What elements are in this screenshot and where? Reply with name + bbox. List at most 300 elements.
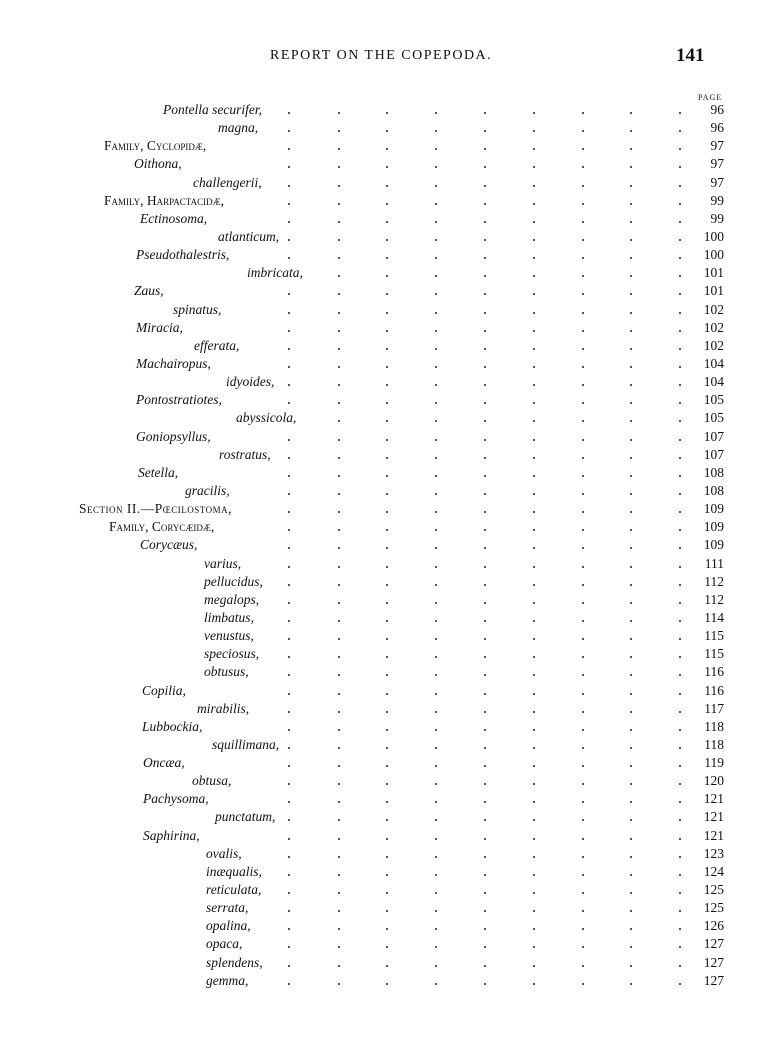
leader-dot	[630, 620, 632, 622]
leader-dot	[288, 566, 290, 568]
leader-dot	[435, 801, 437, 803]
leader-dot	[679, 330, 681, 332]
leader-dot	[288, 185, 290, 187]
leader-dot	[386, 293, 388, 295]
toc-entry	[0, 899, 776, 917]
leader-dots	[0, 446, 776, 464]
leader-dot	[435, 819, 437, 821]
toc-entry-page: 127	[703, 954, 724, 970]
leader-dot	[582, 293, 584, 295]
leader-dot	[484, 148, 486, 150]
leader-dots	[0, 301, 776, 319]
leader-dot	[533, 402, 535, 404]
leader-dot	[533, 529, 535, 531]
leader-dots	[0, 228, 776, 246]
toc-entry	[0, 682, 776, 700]
leader-dot	[484, 983, 486, 985]
leader-dot	[435, 892, 437, 894]
leader-dot	[679, 566, 681, 568]
leader-dot	[630, 112, 632, 114]
leader-dot	[435, 257, 437, 259]
leader-dot	[582, 547, 584, 549]
leader-dot	[338, 402, 340, 404]
leader-dot	[630, 801, 632, 803]
toc-entry-page: 112	[704, 573, 724, 589]
leader-dots	[0, 355, 776, 373]
leader-dot	[484, 946, 486, 948]
leader-dot	[484, 928, 486, 930]
leader-dot	[386, 656, 388, 658]
leader-dot	[533, 729, 535, 731]
leader-dot	[435, 838, 437, 840]
leader-dot	[288, 529, 290, 531]
leader-dot	[386, 185, 388, 187]
leader-dots	[0, 609, 776, 627]
leader-dot	[435, 130, 437, 132]
leader-dot	[386, 457, 388, 459]
leader-dot	[288, 203, 290, 205]
leader-dot	[582, 910, 584, 912]
leader-dot	[679, 166, 681, 168]
toc-entry	[0, 754, 776, 772]
leader-dot	[338, 475, 340, 477]
leader-dot	[679, 257, 681, 259]
leader-dot	[582, 203, 584, 205]
leader-dots	[0, 101, 776, 119]
leader-dot	[435, 711, 437, 713]
leader-dot	[288, 656, 290, 658]
leader-dot	[679, 529, 681, 531]
leader-dot	[288, 928, 290, 930]
leader-dots	[0, 591, 776, 609]
leader-dots	[0, 682, 776, 700]
leader-dot	[582, 656, 584, 658]
toc-entry	[0, 228, 776, 246]
leader-dot	[582, 239, 584, 241]
leader-dot	[679, 801, 681, 803]
leader-dot	[338, 112, 340, 114]
leader-dot	[484, 439, 486, 441]
leader-dot	[435, 366, 437, 368]
leader-dots	[0, 627, 776, 645]
leader-dot	[679, 856, 681, 858]
leader-dot	[484, 856, 486, 858]
leader-dot	[484, 910, 486, 912]
toc-entry	[0, 518, 776, 536]
leader-dot	[679, 946, 681, 948]
toc-entry-page: 115	[704, 646, 724, 662]
toc-entry-page: 126	[703, 918, 724, 934]
leader-dots	[0, 700, 776, 718]
leader-dot	[386, 566, 388, 568]
page-number: 141	[676, 45, 705, 66]
leader-dot	[533, 838, 535, 840]
leader-dot	[338, 457, 340, 459]
leader-dot	[533, 330, 535, 332]
toc-entry-label: Family, Cyclopidæ,	[104, 138, 207, 154]
leader-dot	[435, 693, 437, 695]
leader-dot	[386, 584, 388, 586]
leader-dot	[582, 620, 584, 622]
toc-entry-label: opaca,	[206, 936, 243, 952]
leader-dot	[484, 801, 486, 803]
leader-dot	[484, 819, 486, 821]
leader-dot	[484, 185, 486, 187]
leader-dot	[679, 747, 681, 749]
leader-dot	[338, 910, 340, 912]
leader-dot	[288, 838, 290, 840]
leader-dot	[484, 166, 486, 168]
leader-dot	[582, 729, 584, 731]
leader-dot	[435, 511, 437, 513]
leader-dot	[386, 838, 388, 840]
leader-dot	[288, 239, 290, 241]
leader-dot	[533, 511, 535, 513]
leader-dot	[435, 275, 437, 277]
leader-dot	[533, 366, 535, 368]
leader-dot	[582, 928, 584, 930]
leader-dots	[0, 754, 776, 772]
leader-dot	[288, 729, 290, 731]
leader-dot	[484, 892, 486, 894]
leader-dot	[386, 402, 388, 404]
leader-dot	[582, 402, 584, 404]
leader-dot	[484, 711, 486, 713]
leader-dot	[288, 493, 290, 495]
leader-dot	[338, 221, 340, 223]
leader-dot	[630, 203, 632, 205]
leader-dot	[386, 112, 388, 114]
leader-dot	[630, 910, 632, 912]
leader-dots	[0, 536, 776, 554]
toc-entry	[0, 192, 776, 210]
leader-dot	[582, 892, 584, 894]
leader-dot	[435, 674, 437, 676]
toc-entry-page: 115	[704, 628, 724, 644]
leader-dot	[386, 783, 388, 785]
leader-dot	[386, 511, 388, 513]
leader-dot	[582, 856, 584, 858]
leader-dot	[435, 656, 437, 658]
leader-dot	[533, 439, 535, 441]
leader-dot	[386, 946, 388, 948]
leader-dot	[338, 203, 340, 205]
leader-dot	[679, 239, 681, 241]
leader-dot	[386, 366, 388, 368]
leader-dot	[435, 293, 437, 295]
leader-dot	[386, 130, 388, 132]
leader-dot	[679, 892, 681, 894]
leader-dot	[533, 420, 535, 422]
toc-entry	[0, 337, 776, 355]
leader-dot	[288, 402, 290, 404]
leader-dots	[0, 409, 776, 427]
leader-dot	[484, 257, 486, 259]
toc-entry-label: Setella,	[138, 464, 179, 480]
leader-dot	[630, 584, 632, 586]
leader-dots	[0, 718, 776, 736]
leader-dots	[0, 845, 776, 863]
leader-dot	[338, 638, 340, 640]
toc-entry-page: 102	[703, 319, 724, 335]
leader-dot	[582, 602, 584, 604]
leader-dot	[630, 493, 632, 495]
toc-entry	[0, 573, 776, 591]
running-title: REPORT ON THE COPEPODA.	[270, 48, 493, 63]
leader-dot	[533, 946, 535, 948]
leader-dot	[338, 729, 340, 731]
leader-dot	[288, 874, 290, 876]
leader-dot	[679, 439, 681, 441]
leader-dot	[484, 765, 486, 767]
leader-dot	[288, 638, 290, 640]
leader-dot	[533, 819, 535, 821]
leader-dot	[630, 366, 632, 368]
leader-dot	[484, 203, 486, 205]
leader-dot	[288, 892, 290, 894]
leader-dot	[386, 257, 388, 259]
leader-dot	[533, 203, 535, 205]
toc-entry-page: 125	[703, 882, 724, 898]
leader-dot	[679, 420, 681, 422]
leader-dot	[679, 819, 681, 821]
toc-entry-page: 96	[710, 120, 724, 136]
leader-dot	[630, 656, 632, 658]
leader-dot	[630, 693, 632, 695]
toc-entry	[0, 972, 776, 990]
leader-dot	[679, 221, 681, 223]
leader-dot	[679, 983, 681, 985]
leader-dot	[679, 203, 681, 205]
leader-dot	[484, 366, 486, 368]
leader-dot	[582, 584, 584, 586]
leader-dot	[288, 602, 290, 604]
toc-entry-page: 109	[703, 501, 724, 517]
leader-dot	[679, 928, 681, 930]
leader-dot	[484, 511, 486, 513]
leader-dot	[386, 148, 388, 150]
leader-dot	[288, 910, 290, 912]
leader-dot	[386, 493, 388, 495]
toc-entry-page: 120	[703, 773, 724, 789]
leader-dot	[288, 693, 290, 695]
leader-dot	[338, 928, 340, 930]
leader-dot	[582, 819, 584, 821]
toc-entry	[0, 917, 776, 935]
toc-entry	[0, 319, 776, 337]
toc-entry	[0, 663, 776, 681]
leader-dot	[533, 620, 535, 622]
leader-dot	[484, 747, 486, 749]
leader-dot	[582, 693, 584, 695]
toc-entry-page: 124	[703, 863, 724, 879]
toc-entry-label: spinatus,	[173, 301, 222, 317]
leader-dot	[630, 638, 632, 640]
toc-entry-page: 108	[703, 482, 724, 498]
leader-dot	[533, 148, 535, 150]
leader-dot	[288, 620, 290, 622]
leader-dot	[484, 638, 486, 640]
leader-dot	[630, 420, 632, 422]
toc-entry-label: Pseudothalestris,	[136, 247, 230, 263]
leader-dot	[679, 838, 681, 840]
leader-dot	[630, 892, 632, 894]
toc-entry-label: imbricata,	[247, 265, 303, 281]
leader-dot	[679, 511, 681, 513]
leader-dot	[435, 203, 437, 205]
page-column-label: PAGE	[698, 93, 723, 102]
leader-dot	[484, 493, 486, 495]
leader-dot	[435, 221, 437, 223]
leader-dot	[533, 166, 535, 168]
leader-dot	[435, 348, 437, 350]
leader-dot	[582, 348, 584, 350]
leader-dots	[0, 899, 776, 917]
toc-entry	[0, 954, 776, 972]
leader-dot	[630, 711, 632, 713]
leader-dot	[386, 747, 388, 749]
toc-entry-label: Pontella securifer,	[163, 102, 262, 117]
leader-dot	[338, 257, 340, 259]
leader-dot	[679, 402, 681, 404]
leader-dot	[386, 602, 388, 604]
leader-dot	[582, 330, 584, 332]
leader-dot	[582, 983, 584, 985]
toc-entry-label: squillimana,	[212, 736, 280, 752]
leader-dot	[679, 602, 681, 604]
table-of-contents	[0, 101, 776, 990]
leader-dot	[630, 166, 632, 168]
leader-dot	[435, 420, 437, 422]
leader-dot	[338, 148, 340, 150]
toc-entry-label: Ectinosoma,	[140, 210, 208, 226]
leader-dot	[386, 729, 388, 731]
leader-dot	[630, 257, 632, 259]
leader-dot	[435, 402, 437, 404]
leader-dot	[435, 566, 437, 568]
toc-entry	[0, 464, 776, 482]
toc-entry-label: venustus,	[204, 628, 254, 644]
leader-dot	[630, 566, 632, 568]
leader-dot	[533, 348, 535, 350]
leader-dot	[533, 112, 535, 114]
leader-dot	[288, 348, 290, 350]
leader-dot	[533, 747, 535, 749]
toc-entry	[0, 935, 776, 953]
leader-dot	[435, 384, 437, 386]
toc-entry-label: Corycæus,	[140, 537, 198, 553]
leader-dot	[338, 529, 340, 531]
toc-entry	[0, 101, 776, 119]
leader-dot	[386, 166, 388, 168]
leader-dot	[386, 312, 388, 314]
leader-dot	[582, 765, 584, 767]
leader-dot	[582, 221, 584, 223]
leader-dot	[582, 801, 584, 803]
toc-entry-label: challengerii,	[193, 174, 262, 190]
toc-entry	[0, 555, 776, 573]
toc-entry	[0, 772, 776, 790]
leader-dots	[0, 863, 776, 881]
leader-dot	[630, 348, 632, 350]
leader-dots	[0, 917, 776, 935]
leader-dot	[484, 420, 486, 422]
toc-entry-page: 97	[710, 156, 724, 172]
leader-dot	[386, 711, 388, 713]
leader-dot	[338, 384, 340, 386]
leader-dot	[288, 674, 290, 676]
toc-entry-page: 97	[710, 138, 724, 154]
leader-dot	[288, 946, 290, 948]
leader-dots	[0, 555, 776, 573]
leader-dot	[338, 130, 340, 132]
leader-dots	[0, 210, 776, 228]
leader-dot	[484, 112, 486, 114]
leader-dot	[630, 293, 632, 295]
leader-dot	[338, 439, 340, 441]
leader-dot	[435, 330, 437, 332]
toc-entry	[0, 536, 776, 554]
toc-entry	[0, 827, 776, 845]
leader-dots	[0, 428, 776, 446]
leader-dot	[435, 475, 437, 477]
toc-entry-label: Machairopus,	[136, 355, 211, 371]
leader-dot	[288, 547, 290, 549]
leader-dot	[533, 185, 535, 187]
toc-entry	[0, 119, 776, 137]
leader-dot	[288, 801, 290, 803]
leader-dot	[582, 475, 584, 477]
leader-dots	[0, 500, 776, 518]
toc-entry-label: Saphirina,	[143, 827, 200, 843]
leader-dot	[679, 384, 681, 386]
leader-dot	[582, 529, 584, 531]
leader-dot	[338, 693, 340, 695]
leader-dots	[0, 155, 776, 173]
leader-dot	[679, 910, 681, 912]
toc-entry	[0, 845, 776, 863]
toc-entry-label: Lubbockia,	[142, 718, 203, 734]
leader-dot	[288, 166, 290, 168]
leader-dot	[338, 275, 340, 277]
leader-dot	[582, 965, 584, 967]
leader-dot	[533, 221, 535, 223]
leader-dot	[582, 439, 584, 441]
leader-dot	[435, 965, 437, 967]
toc-entry-label: opalina,	[206, 918, 251, 934]
leader-dot	[338, 584, 340, 586]
toc-entry	[0, 246, 776, 264]
leader-dot	[679, 475, 681, 477]
leader-dot	[533, 547, 535, 549]
leader-dot	[435, 874, 437, 876]
leader-dot	[288, 765, 290, 767]
toc-entry-page: 109	[703, 537, 724, 553]
toc-entry	[0, 264, 776, 282]
toc-entry-label: Copilia,	[142, 682, 186, 698]
leader-dot	[630, 130, 632, 132]
leader-dot	[533, 475, 535, 477]
toc-entry-label: Goniopsyllus,	[136, 428, 211, 444]
leader-dot	[630, 819, 632, 821]
leader-dots	[0, 808, 776, 826]
leader-dots	[0, 464, 776, 482]
leader-dot	[630, 747, 632, 749]
leader-dot	[484, 275, 486, 277]
leader-dot	[484, 674, 486, 676]
leader-dot	[533, 801, 535, 803]
toc-entry	[0, 808, 776, 826]
